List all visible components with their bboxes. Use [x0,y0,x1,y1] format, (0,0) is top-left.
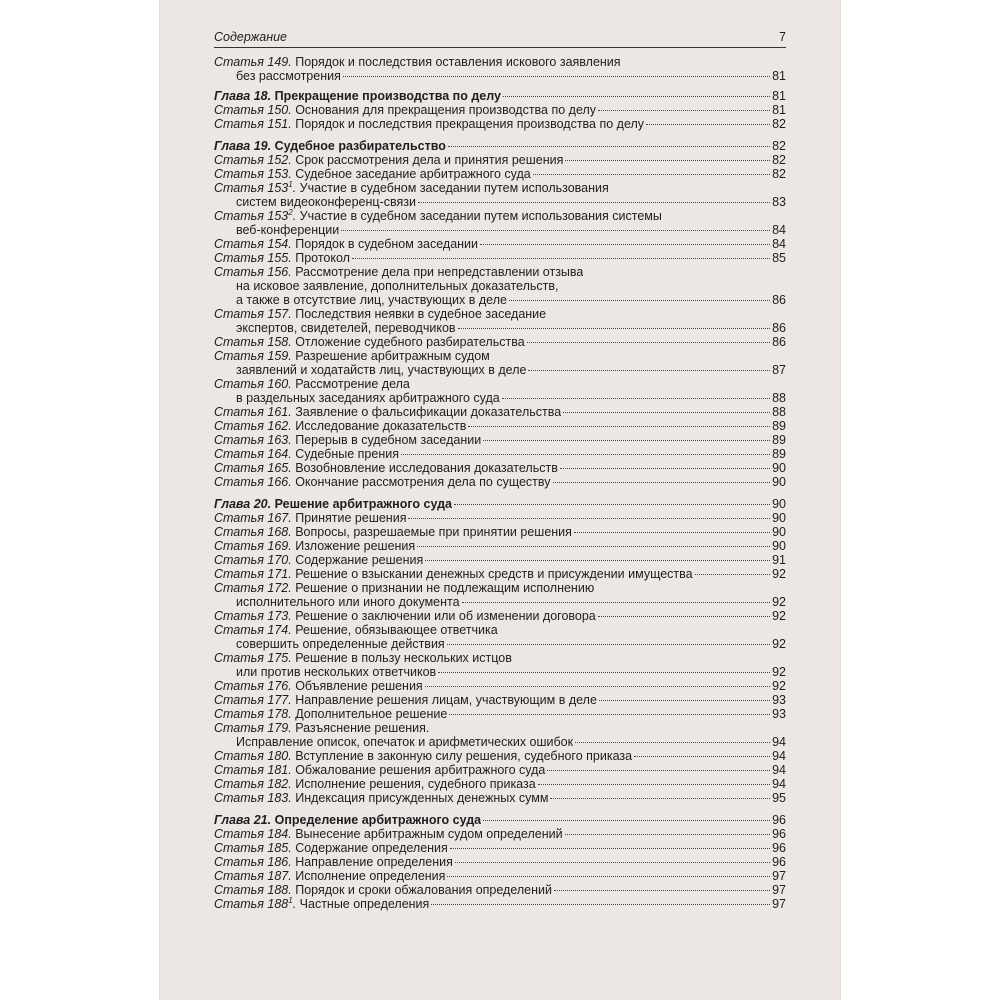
dot-leader [509,300,770,301]
toc-entry: Статья 174. Решение, обязывающее ответчика совершить определенные действия 92 [214,623,786,651]
toc-entry: Статья 168. Вопросы, разрешаемые при принятии решения 90 [214,525,786,539]
toc-title-line: совершить определенные действия [236,637,445,651]
toc-title-line: Определение арбитражного суда [274,813,482,827]
toc-title-line: Содержание решения [295,553,424,567]
toc-chapter: Глава 20. Решение арбитражного суда 90 [214,497,786,511]
toc-title-line: без рассмотрения [236,69,341,83]
toc-page-number: 84 [772,223,786,237]
dot-leader [599,700,770,701]
toc-entry: Статья 172. Решение о признании не подлежащим исполнению исполнительного или иного документа 92 [214,581,786,609]
toc-entry: Статья 175. Решение в пользу нескольких истцов или против нескольких ответчиков 92 [214,651,786,679]
dot-leader [503,96,770,97]
toc-label-superscript: 1 [288,897,293,905]
toc-entry: Статья 182. Исполнение решения, судебного приказа 94 [214,777,786,791]
toc-title-line: Участие в судебном заседании путем использования системы [299,209,662,223]
toc-label: Статья 177 [214,693,289,707]
dot-leader [458,328,771,329]
toc-label: Статья 180 [214,749,289,763]
dot-leader [533,174,770,175]
toc-entry: Статья 154. Порядок в судебном заседании 84 [214,237,786,251]
toc-entry: Статья 159. Разрешение арбитражным судом заявлений и ходатайств лиц, участвующих в деле 87 [214,349,786,377]
toc-title-line: Исследование доказательств [295,419,467,433]
toc-title-line: Порядок и последствия прекращения производства по делу [295,117,645,131]
toc-page-number: 94 [772,749,786,763]
toc-label: Статья 149 [214,55,289,69]
toc-page-number: 97 [772,869,786,883]
toc-entry: Статья 178. Дополнительное решение 93 [214,707,786,721]
toc-label: Глава 19 [214,139,268,153]
toc-title-line: Изложение решения [295,539,416,553]
toc-title-line: Решение арбитражного суда [274,497,452,511]
toc-page-number: 81 [772,69,786,83]
toc-label: Статья 151 [214,117,289,131]
toc-title-line: Индексация присужденных денежных сумм [295,791,549,805]
toc-label: Статья 176 [214,679,289,693]
toc-label: Статья 183 [214,791,289,805]
toc-page-number: 92 [772,567,786,581]
toc-page-number: 94 [772,735,786,749]
toc-title-line: Перерыв в судебном заседании [295,433,482,447]
toc-label: Статья 168 [214,525,289,539]
toc-entry: Статья 176. Объявление решения 92 [214,679,786,693]
toc-page-number: 86 [772,335,786,349]
toc-label-superscript: 2 [288,209,293,217]
dot-leader [468,426,770,427]
toc-title-line: Срок рассмотрения дела и принятия решения [295,153,564,167]
toc-page-number: 89 [772,433,786,447]
toc-label: Статья 161 [214,405,289,419]
dot-leader [480,244,770,245]
toc-page-number: 94 [772,777,786,791]
toc-label: Статья 154 [214,237,289,251]
toc-entry: Статья 186. Направление определения 96 [214,855,786,869]
toc-title-line: Решение, обязывающее ответчика [295,623,498,637]
toc-title-line: Порядок и последствия оставления искового заявления [295,55,621,69]
toc-page-number: 88 [772,391,786,405]
page-number: 7 [779,30,786,44]
toc-label: Статья 155 [214,251,289,265]
toc-page-number: 96 [772,841,786,855]
toc-chapter: Глава 18. Прекращение производства по делу 81 [214,89,786,103]
toc-label: Статья 153 [214,209,289,223]
toc-label: Статья 169 [214,539,289,553]
toc-label: Статья 181 [214,763,289,777]
toc-label: Статья 170 [214,553,289,567]
dot-leader [425,560,770,561]
toc-title-line: Решение о взыскании денежных средств и присуждении имущества [295,567,693,581]
toc-label: Статья 159 [214,349,289,363]
toc-title-line: Дополнительное решение [295,707,448,721]
toc-entry: Статья 155. Протокол 85 [214,251,786,265]
toc-label: Статья 158 [214,335,289,349]
toc-page-number: 92 [772,665,786,679]
toc-title-line: Объявление решения [295,679,423,693]
toc-label: Статья 171 [214,567,289,581]
toc-title-line: Исполнение решения, судебного приказа [295,777,536,791]
toc-title-line: Принятие решения [295,511,407,525]
dot-leader [483,820,770,821]
dot-leader [598,110,770,111]
toc-title-line: Последствия неявки в судебное заседание [295,307,547,321]
toc-entry: Статья $188^1$. Частные определения 97 [214,897,786,911]
dot-leader [575,742,770,743]
toc-page-number: 92 [772,595,786,609]
toc-entry: Статья 160. Рассмотрение дела в раздельных заседаниях арбитражного суда 88 [214,377,786,405]
toc-label: Статья 174 [214,623,289,637]
toc-page-number: 86 [772,321,786,335]
dot-leader [417,546,770,547]
toc-entry: Статья 156. Рассмотрение дела при непредставлении отзыва на исковое заявление, дополнительных доказательств, а также в отсутствие лиц, участвующих в деле 86 [214,265,786,307]
toc-entry: Статья 183. Индексация присужденных денежных сумм 95 [214,791,786,805]
dot-leader [646,124,770,125]
toc-page-number: 90 [772,461,786,475]
toc-title-line: Участие в судебном заседании путем использования [299,181,609,195]
toc-title-line: Решение о заключении или об изменении договора [295,609,596,623]
dot-leader [408,518,770,519]
toc-entry: Статья 188. Порядок и сроки обжалования определений 97 [214,883,786,897]
toc-page-number: 82 [772,153,786,167]
toc-page-number: 85 [772,251,786,265]
dot-leader [538,784,770,785]
toc-label: Статья 152 [214,153,289,167]
dot-leader [447,644,770,645]
dot-leader [547,770,770,771]
toc-page-number: 86 [772,293,786,307]
toc-entry: Статья $153^1$. Участие в судебном заседании путем использования систем видеоконференц-связи 83 [214,181,786,209]
toc-label: Статья 172 [214,581,289,595]
toc-title-line: систем видеоконференц-связи [236,195,416,209]
toc-entry: Статья 166. Окончание рассмотрения дела по существу 90 [214,475,786,489]
toc-title-line: Основания для прекращения производства по делу [295,103,597,117]
toc-label: Статья 186 [214,855,289,869]
dot-leader [449,714,770,715]
toc-page-number: 90 [772,497,786,511]
dot-leader [598,616,770,617]
toc-page-number: 90 [772,511,786,525]
toc-page-number: 96 [772,813,786,827]
toc-label: Статья 184 [214,827,289,841]
toc-entry: Статья 181. Обжалование решения арбитражного суда 94 [214,763,786,777]
toc-page-number: 92 [772,637,786,651]
toc-label-superscript: 1 [288,181,293,189]
toc-entry: Статья 177. Направление решения лицам, участвующим в деле 93 [214,693,786,707]
toc-page-number: 82 [772,167,786,181]
toc-title-line: в раздельных заседаниях арбитражного суда [236,391,500,405]
dot-leader [425,686,770,687]
toc-entry: Статья 171. Решение о взыскании денежных средств и присуждении имущества 92 [214,567,786,581]
toc-entry: Статья 158. Отложение судебного разбирательства 86 [214,335,786,349]
toc-label: Статья 163 [214,433,289,447]
toc-label: Статья 178 [214,707,289,721]
toc-page-number: 88 [772,405,786,419]
toc-title-line: Возобновление исследования доказательств [295,461,558,475]
toc-page-number: 81 [772,89,786,103]
toc-entry: Статья 149. Порядок и последствия оставления искового заявления без рассмотрения 81 [214,55,786,83]
toc-title-line: Решение о признании не подлежащим исполнению [295,581,595,595]
toc-title-line: Разрешение арбитражным судом [295,349,490,363]
toc-title-line: или против нескольких ответчиков [236,665,437,679]
dot-leader [574,532,770,533]
dot-leader [447,876,770,877]
dot-leader [438,672,770,673]
dot-leader [560,468,770,469]
book-page [160,0,840,1000]
dot-leader [563,412,770,413]
toc-title-line: Судебные прения [295,447,399,461]
toc-page-number: 90 [772,475,786,489]
toc-label: Статья 167 [214,511,289,525]
toc-page-number: 90 [772,539,786,553]
toc-entry: Статья 151. Порядок и последствия прекращения производства по делу 82 [214,117,786,131]
toc-title-line: Исправление описок, опечаток и арифметических ошибок [236,735,574,749]
toc-label: Статья 165 [214,461,289,475]
dot-leader [450,848,770,849]
dot-leader [528,370,770,371]
toc-entry: Статья 169. Изложение решения 90 [214,539,786,553]
toc-entry: Статья 173. Решение о заключении или об изменении договора 92 [214,609,786,623]
toc-page-number: 90 [772,525,786,539]
toc-title-line: Рассмотрение дела при непредставлении отзыва [295,265,584,279]
toc-title-line: Протокол [295,251,350,265]
toc-page-number: 82 [772,117,786,131]
toc-label: Глава 20 [214,497,268,511]
toc-label: Статья 188 [214,883,289,897]
toc-entry: Статья 161. Заявление о фальсификации доказательства 88 [214,405,786,419]
toc-entry: Статья 184. Вынесение арбитражным судом определений 96 [214,827,786,841]
toc-label: Статья 173 [214,609,289,623]
running-head-title: Содержание [214,30,287,44]
toc-title-line: Содержание определения [295,841,448,855]
toc-label: Статья 162 [214,419,289,433]
toc-title-line: Частные определения [299,897,430,911]
table-of-contents [214,55,786,911]
toc-label: Статья 150 [214,103,289,117]
toc-entry: Статья 152. Срок рассмотрения дела и принятия решения 82 [214,153,786,167]
toc-page-number: 94 [772,763,786,777]
toc-entry: Статья 164. Судебные прения 89 [214,447,786,461]
toc-label: Статья 156 [214,265,289,279]
toc-page-number: 93 [772,707,786,721]
toc-entry: Статья 170. Содержание решения 91 [214,553,786,567]
toc-entry: Статья 157. Последствия неявки в судебное заседание экспертов, свидетелей, переводчиков 86 [214,307,786,335]
dot-leader [527,342,770,343]
toc-label: Статья 164 [214,447,289,461]
running-head [214,30,786,48]
dot-leader [462,602,771,603]
toc-page-number: 81 [772,103,786,117]
dot-leader [502,398,770,399]
toc-title-line: Вынесение арбитражным судом определений [295,827,563,841]
toc-entry: Статья 185. Содержание определения 96 [214,841,786,855]
toc-label: Статья 188 [214,897,289,911]
toc-page-number: 95 [772,791,786,805]
toc-title-line: Окончание рассмотрения дела по существу [295,475,551,489]
toc-entry: Статья 180. Вступление в законную силу решения, судебного приказа 94 [214,749,786,763]
toc-page-number: 83 [772,195,786,209]
dot-leader [448,146,770,147]
toc-label: Статья 175 [214,651,289,665]
toc-entry: Статья 162. Исследование доказательств 89 [214,419,786,433]
toc-page-number: 92 [772,679,786,693]
toc-page-number: 82 [772,139,786,153]
toc-label: Статья 182 [214,777,289,791]
toc-chapter: Глава 21. Определение арбитражного суда 96 [214,813,786,827]
toc-label: Статья 185 [214,841,289,855]
dot-leader [565,160,770,161]
toc-entry: Статья 179. Разъяснение решения. Исправление описок, опечаток и арифметических ошибок 94 [214,721,786,749]
toc-title-line: Порядок и сроки обжалования определений [295,883,552,897]
toc-label: Статья 157 [214,307,289,321]
toc-title-line: Судебное заседание арбитражного суда [295,167,531,181]
toc-label: Статья 166 [214,475,289,489]
toc-title-line: веб-конференции [236,223,340,237]
toc-page-number: 87 [772,363,786,377]
toc-label: Статья 160 [214,377,289,391]
toc-page-number: 97 [772,883,786,897]
toc-page-number: 92 [772,609,786,623]
toc-title-line: заявлений и ходатайств лиц, участвующих в деле [236,363,527,377]
toc-title-line: на исковое заявление, дополнительных доказательств, [236,279,559,293]
toc-entry: Статья 187. Исполнение определения 97 [214,869,786,883]
toc-title-line: Прекращение производства по делу [274,89,501,103]
dot-leader [431,904,770,905]
dot-leader [401,454,770,455]
dot-leader [483,440,770,441]
toc-title-line: Направление решения лицам, участвующим в деле [295,693,597,707]
toc-title-line: Направление определения [295,855,453,869]
toc-title-line: Разъяснение решения. [295,721,430,735]
dot-leader [341,230,770,231]
toc-page-number: 96 [772,855,786,869]
dot-leader [455,862,770,863]
toc-title-line: Обжалование решения арбитражного суда [295,763,546,777]
dot-leader [454,504,770,505]
toc-page-number: 84 [772,237,786,251]
toc-label: Глава 21 [214,813,268,827]
toc-title-line: исполнительного или иного документа [236,595,460,609]
toc-page-number: 93 [772,693,786,707]
dot-leader [634,756,770,757]
dot-leader [418,202,770,203]
dot-leader [554,890,770,891]
toc-title-line: а также в отсутствие лиц, участвующих в деле [236,293,507,307]
toc-title-line: Решение в пользу нескольких истцов [295,651,512,665]
toc-page-number: 96 [772,827,786,841]
dot-leader [565,834,771,835]
toc-entry: Статья 167. Принятие решения 90 [214,511,786,525]
dot-leader [553,482,771,483]
toc-title-line: Вопросы, разрешаемые при принятии решения [295,525,572,539]
toc-label: Статья 187 [214,869,289,883]
toc-chapter: Глава 19. Судебное разбирательство 82 [214,139,786,153]
toc-page-number: 97 [772,897,786,911]
toc-title-line: Отложение судебного разбирательства [295,335,525,349]
toc-title-line: Судебное разбирательство [274,139,446,153]
dot-leader [695,574,771,575]
toc-title-line: Порядок в судебном заседании [295,237,479,251]
toc-title-line: Заявление о фальсификации доказательства [295,405,562,419]
toc-entry: Статья 150. Основания для прекращения производства по делу 81 [214,103,786,117]
toc-label: Статья 153 [214,167,289,181]
dot-leader [343,76,770,77]
toc-entry: Статья 163. Перерыв в судебном заседании 89 [214,433,786,447]
dot-leader [352,258,770,259]
toc-title-line: экспертов, свидетелей, переводчиков [236,321,456,335]
toc-page-number: 91 [772,553,786,567]
toc-entry: Статья 165. Возобновление исследования доказательств 90 [214,461,786,475]
toc-title-line: Исполнение определения [295,869,446,883]
toc-entry: Статья 153. Судебное заседание арбитражного суда 82 [214,167,786,181]
toc-title-line: Рассмотрение дела [295,377,410,391]
toc-label: Глава 18 [214,89,268,103]
toc-label: Статья 153 [214,181,289,195]
dot-leader [550,798,770,799]
toc-label: Статья 179 [214,721,289,735]
toc-page-number: 89 [772,447,786,461]
toc-page-number: 89 [772,419,786,433]
toc-entry: Статья $153^2$. Участие в судебном заседании путем использования системы веб-конференции 84 [214,209,786,237]
toc-title-line: Вступление в законную силу решения, судебного приказа [295,749,633,763]
